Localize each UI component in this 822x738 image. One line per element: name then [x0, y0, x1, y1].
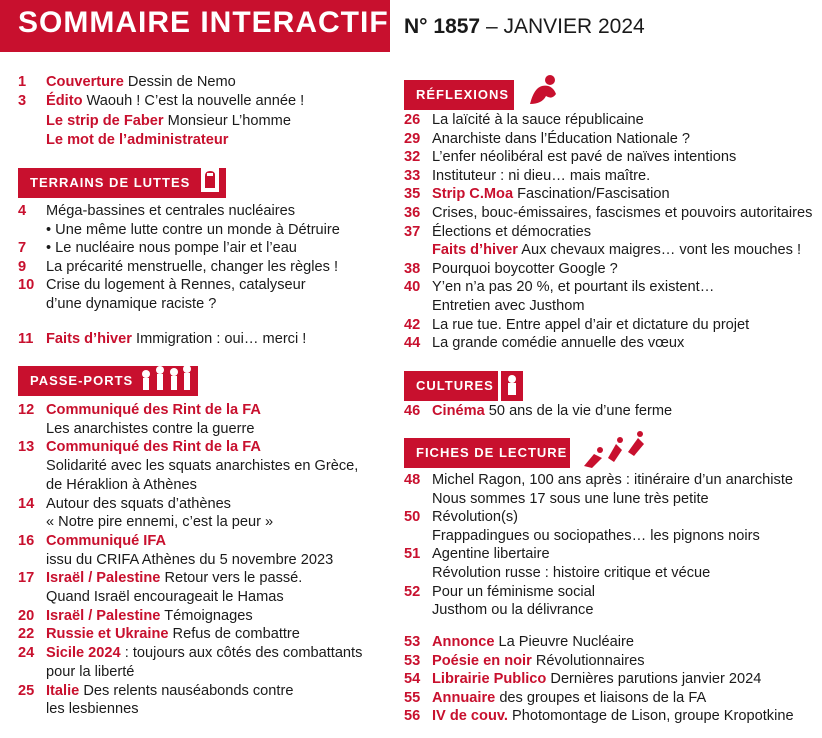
- entry-title: Les anarchistes contre la guerre: [46, 420, 255, 437]
- entry-rubric: Israël / Palestine: [46, 607, 161, 624]
- entry-title: La rue tue. Entre appel d’air et dictature du projet: [432, 316, 750, 333]
- page-number: 16: [18, 532, 35, 549]
- entry-title: La Pieuvre Nucléaire: [498, 634, 634, 650]
- page-number: 22: [18, 626, 35, 643]
- section-title: TERRAINS DE LUTTES: [30, 175, 191, 190]
- entry-title: Anarchiste dans l’Éducation Nationale ?: [432, 130, 690, 147]
- page-number: 26: [404, 112, 421, 128]
- page-number: 10: [18, 277, 35, 294]
- entry-rubric: Faits d’hiver: [46, 330, 132, 347]
- entry-rubric: Couverture: [46, 74, 124, 90]
- entry-rubric: Librairie Publico: [432, 671, 547, 688]
- section-title: FICHES DE LECTURE: [416, 445, 568, 460]
- entry-text: [432, 111, 644, 130]
- entry-text: [46, 438, 261, 457]
- entry-text: [46, 239, 297, 258]
- entry-rubric: Annuaire: [432, 689, 496, 706]
- entry-text: [46, 625, 300, 644]
- entry-title: 50 ans de la vie d’une ferme: [488, 403, 673, 419]
- entry-text: [46, 92, 304, 111]
- entry-text: [46, 401, 261, 420]
- entry-text: [432, 185, 670, 204]
- entry-text: [46, 607, 253, 626]
- entry-rubric: Russie et Ukraine: [46, 626, 169, 643]
- entry-title: Dernières parutions janvier 2024: [550, 671, 762, 688]
- entry-title: Fascination/Fascisation: [517, 186, 670, 203]
- page-number: 17: [18, 570, 35, 587]
- entry-text: [432, 278, 714, 297]
- entry-text: [46, 112, 291, 131]
- page-number: 29: [404, 130, 421, 147]
- entry-title: les lesbiennes: [46, 701, 139, 718]
- entry-title: « Notre pire ennemi, c’est la peur »: [46, 514, 274, 531]
- entry-text: [46, 663, 134, 682]
- entry-title: Quand Israël encourageait le Hamas: [46, 589, 284, 605]
- entry-text: [46, 457, 358, 476]
- entry-text: [46, 73, 236, 92]
- entry-title: La précarité menstruelle, changer les règles !: [46, 258, 339, 275]
- entry-text: [432, 707, 794, 726]
- page-number: 44: [404, 335, 421, 352]
- entry-title: • Le nucléaire nous pompe l’air et l’eau: [46, 240, 297, 257]
- entry-text: [46, 420, 254, 439]
- page-number: 40: [404, 279, 421, 296]
- entry-title: Autour des squats d’athènes: [46, 495, 231, 512]
- entry-title: Michel Ragon, 100 ans après : itinéraire d’un anarchiste: [432, 472, 793, 488]
- entry-title: Waouh ! C’est la nouvelle année !: [86, 93, 305, 110]
- figure-small-icon: [501, 367, 527, 401]
- entry-text: [46, 202, 295, 221]
- page-number: 53: [404, 652, 421, 669]
- entry-rubric: Strip C.Moa: [432, 186, 514, 203]
- section-fiches-de-lecture: [404, 438, 570, 468]
- entry-title: Justhom ou la délivrance: [432, 602, 594, 619]
- entry-rubric: Poésie en noir: [432, 652, 532, 669]
- entry-title: Pourquoi boycotter Google ?: [432, 260, 618, 277]
- entry-text: [432, 564, 710, 583]
- page-number: 51: [404, 546, 421, 563]
- entry-title: Crise du logement à Rennes, catalyseur: [46, 277, 306, 294]
- entry-text: [432, 402, 672, 421]
- entry-rubric: Le mot de l’administrateur: [46, 131, 229, 148]
- entry-title: Monsieur L’homme: [167, 112, 291, 129]
- page-number: 53: [404, 634, 421, 650]
- page-number: 12: [18, 402, 35, 418]
- entry-rubric: Le strip de Faber: [46, 112, 164, 129]
- entry-text: [432, 527, 760, 546]
- page-number: 9: [18, 258, 27, 275]
- entry-rubric: IV de couv.: [432, 708, 508, 725]
- page-number: 25: [18, 682, 35, 699]
- entry-text: [432, 334, 684, 353]
- entry-title: Élections et démocraties: [432, 223, 591, 240]
- entry-text: [46, 551, 333, 570]
- page-number: 24: [18, 645, 35, 662]
- entry-title: Pour un féminisme social: [432, 583, 596, 600]
- entry-text: [46, 644, 362, 663]
- entry-text: [432, 583, 595, 602]
- page-number: 55: [404, 689, 421, 706]
- section-title: CULTURES: [416, 378, 494, 393]
- entry-title: Agentine libertaire: [432, 546, 550, 563]
- entry-title: Refus de combattre: [172, 626, 300, 643]
- entry-text: [46, 532, 166, 551]
- dancing-figures-icon: [580, 428, 650, 472]
- section-cultures: [404, 371, 498, 401]
- entry-title: d’une dynamique raciste ?: [46, 296, 217, 312]
- page-number: 35: [404, 186, 421, 203]
- page-number: 36: [404, 205, 421, 221]
- entry-rubric: Italie: [46, 682, 80, 699]
- fist-icon: [198, 162, 222, 196]
- entry-title: Solidarité avec les squats anarchistes en Grèce,: [46, 458, 359, 475]
- page-number: 46: [404, 403, 421, 419]
- page-number: 14: [18, 495, 35, 512]
- section-terrains-de-luttes: [18, 168, 226, 198]
- entry-text: [46, 588, 284, 607]
- page-number: 48: [404, 472, 421, 488]
- page-number: 54: [404, 671, 421, 688]
- entry-text: [46, 276, 306, 295]
- header-band: [0, 0, 390, 52]
- entry-text: [432, 260, 618, 279]
- entry-text: [432, 601, 593, 620]
- section-passe-ports: [18, 366, 198, 396]
- entry-text: [432, 167, 650, 186]
- entry-rubric: Communiqué IFA: [46, 532, 166, 549]
- issue-info: [404, 15, 645, 39]
- page-number: 52: [404, 583, 421, 600]
- entry-text: [432, 490, 709, 509]
- entry-title: Révolution(s): [432, 509, 518, 526]
- page-title: SOMMAIRE INTERACTIF: [18, 6, 389, 39]
- entry-title: issu du CRIFA Athènes du 5 novembre 2023: [46, 551, 334, 568]
- entry-text: [432, 148, 736, 167]
- page-number: 13: [18, 439, 35, 456]
- entry-text: [46, 258, 338, 277]
- entry-title: Retour vers le passé.: [164, 570, 303, 587]
- entry-text: [432, 508, 518, 527]
- entry-text: [432, 471, 793, 490]
- entry-title: : toujours aux côtés des combattants: [124, 645, 363, 662]
- entry-title: Crises, bouc-émissaires, fascismes et pouvoirs autoritaires: [432, 205, 813, 221]
- entry-rubric: Communiqué des Rint de la FA: [46, 402, 261, 418]
- entry-rubric: Israël / Palestine: [46, 570, 161, 587]
- entry-text: [46, 131, 228, 150]
- page-number: 1: [18, 74, 27, 90]
- entry-title: pour la liberté: [46, 663, 135, 680]
- entry-title: Révolution russe : histoire critique et vécue: [432, 565, 711, 581]
- entry-text: [432, 223, 591, 242]
- page-number: 42: [404, 316, 421, 333]
- figure-illustration-icon: [522, 70, 562, 110]
- entry-rubric: Édito: [46, 93, 83, 110]
- entry-text: [432, 545, 550, 564]
- entry-title: La laïcité à la sauce républicaine: [432, 112, 644, 128]
- entry-title: Nous sommes 17 sous une lune très petite: [432, 490, 709, 507]
- entry-text: [432, 633, 634, 652]
- entry-title: Photomontage de Lison, groupe Kropotkine: [512, 708, 794, 725]
- entry-title: Aux chevaux maigres… vont les mouches !: [521, 242, 802, 259]
- page-number: 7: [18, 240, 27, 257]
- entry-text: [432, 316, 749, 335]
- section-reflexions: [404, 80, 514, 110]
- page-number: 33: [404, 167, 421, 184]
- issue-date: – JANVIER 2024: [485, 15, 645, 38]
- entry-rubric: Faits d’hiver: [432, 242, 518, 259]
- page-number: 38: [404, 260, 421, 277]
- entry-title: L’enfer néolibéral est pavé de naïves intentions: [432, 149, 737, 166]
- entry-rubric: Cinéma: [432, 403, 485, 419]
- page-number: 56: [404, 708, 421, 725]
- page-number: 11: [18, 330, 34, 347]
- entry-title: de Héraklion à Athènes: [46, 476, 197, 493]
- entry-title: Frappadingues ou sociopathes… les pignons noirs: [432, 527, 760, 544]
- entry-text: [46, 513, 273, 532]
- entry-text: [432, 670, 761, 689]
- entry-text: [46, 330, 306, 349]
- entry-title: Instituteur : ni dieu… mais maître.: [432, 167, 651, 184]
- entry-title: • Une même lutte contre un monde à Détruire: [46, 221, 340, 238]
- page-number: 3: [18, 93, 27, 110]
- entry-text: [432, 204, 812, 223]
- entry-text: [46, 700, 139, 719]
- entry-text: [46, 476, 197, 495]
- section-title: RÉFLEXIONS: [416, 87, 510, 102]
- page-number: 4: [18, 203, 27, 219]
- page-number: 20: [18, 607, 35, 624]
- entry-title: Des relents nauséabonds contre: [83, 682, 294, 699]
- entry-rubric: Communiqué des Rint de la FA: [46, 439, 261, 456]
- page-number: 37: [404, 223, 421, 240]
- entry-title: Dessin de Nemo: [127, 74, 236, 90]
- page-number: 32: [404, 149, 421, 166]
- entry-title: Révolutionnaires: [535, 652, 645, 669]
- entry-text: [432, 241, 801, 260]
- entry-title: des groupes et liaisons de la FA: [499, 689, 707, 706]
- entry-text: [432, 652, 645, 671]
- crowd-icon: [136, 360, 196, 394]
- entry-title: La grande comédie annuelle des vœux: [432, 335, 685, 352]
- entry-title: Y’en n’a pas 20 %, et pourtant ils existent…: [432, 279, 715, 296]
- entry-title: Entretien avec Justhom: [432, 298, 585, 314]
- entry-text: [432, 689, 706, 708]
- entry-text: [432, 297, 585, 316]
- page-number: 50: [404, 509, 421, 526]
- entry-title: Témoignages: [164, 607, 253, 624]
- entry-rubric: Sicile 2024: [46, 645, 121, 662]
- section-title: PASSE-PORTS: [30, 373, 134, 388]
- entry-text: [46, 221, 340, 240]
- entry-title: Immigration : oui… merci !: [136, 330, 307, 347]
- entry-text: [46, 495, 231, 514]
- issue-number: N° 1857: [404, 15, 481, 38]
- entry-text: [432, 130, 690, 149]
- entry-text: [46, 682, 293, 701]
- entry-text: [46, 295, 216, 314]
- entry-title: Méga-bassines et centrales nucléaires: [46, 203, 296, 219]
- entry-rubric: Annonce: [432, 634, 495, 650]
- entry-text: [46, 569, 302, 588]
